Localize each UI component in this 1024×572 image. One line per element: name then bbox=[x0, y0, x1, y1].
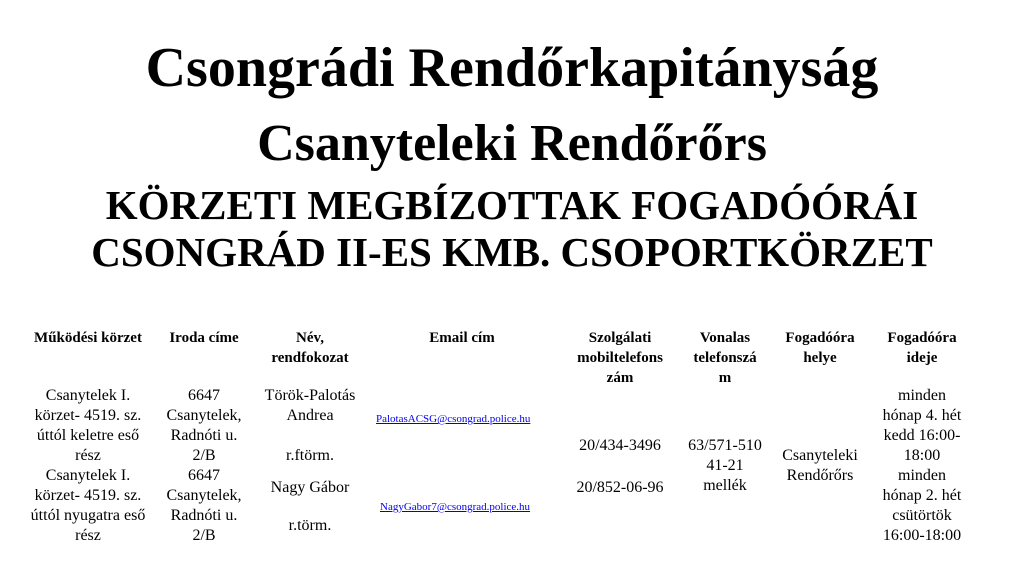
row1-name-line: Török-Palotás bbox=[264, 387, 356, 404]
row2-mobile: 20/852-06-96 bbox=[576, 479, 664, 496]
header-mobile-line: mobiltelefons bbox=[577, 350, 663, 366]
row2-time bbox=[870, 466, 974, 546]
header-landline-line: Vonalas bbox=[699, 330, 751, 346]
reception-place bbox=[772, 446, 868, 486]
row1-office-line: 2/B bbox=[192, 447, 216, 464]
row1-time-line: hónap 4. hét bbox=[882, 407, 962, 424]
landline-line: 41-21 bbox=[706, 457, 744, 474]
header-name bbox=[250, 328, 370, 368]
row1-name bbox=[250, 386, 370, 426]
row2-office-line: 2/B bbox=[192, 527, 216, 544]
header-time-line: ideje bbox=[906, 350, 938, 366]
header-time bbox=[870, 328, 974, 368]
row1-email-link[interactable]: PalotasACSG@csongrad.police.hu bbox=[376, 413, 531, 425]
title-line-3: KÖRZETI MEGBÍZOTTAK FOGADÓÓRÁI bbox=[105, 182, 919, 228]
row2-district-line: rész bbox=[75, 527, 101, 544]
row1-time-line: kedd 16:00- bbox=[883, 427, 961, 444]
header-mobile-line: zám bbox=[606, 370, 634, 386]
header-place-line: helye bbox=[803, 350, 837, 366]
header-mobile-line: Szolgálati bbox=[588, 330, 652, 346]
row1-office-line: Csanytelek, bbox=[166, 407, 242, 424]
row1-time-line: 18:00 bbox=[903, 447, 941, 464]
row1-district-line: rész bbox=[75, 447, 101, 464]
row1-rank: r.ftörm. bbox=[286, 447, 334, 464]
row2-district-line: körzet- 4519. sz. bbox=[34, 487, 142, 504]
landline-number bbox=[680, 436, 770, 496]
title-line-2: Csanyteleki Rendőrőrs bbox=[257, 115, 767, 172]
row1-name-line: Andrea bbox=[286, 407, 334, 424]
reception-place-line: Rendőrőrs bbox=[786, 467, 854, 484]
row1-district-line: körzet- 4519. sz. bbox=[34, 407, 142, 424]
header-landline-line: telefonszá bbox=[693, 350, 757, 366]
row2-office bbox=[160, 466, 248, 546]
header-place-line: Fogadóóra bbox=[785, 330, 855, 346]
row1-office-line: Radnóti u. bbox=[170, 427, 238, 444]
landline-line: mellék bbox=[703, 477, 747, 494]
row2-time-line: hónap 2. hét bbox=[882, 487, 962, 504]
row2-office-line: Radnóti u. bbox=[170, 507, 238, 524]
row1-office bbox=[160, 386, 248, 466]
row1-district bbox=[18, 386, 158, 466]
row2-name-line: Nagy Gábor bbox=[270, 479, 350, 496]
title-line-4: CSONGRÁD II-ES KMB. CSOPORTKÖRZET bbox=[91, 229, 933, 275]
row2-time-line: 16:00-18:00 bbox=[882, 527, 962, 544]
row2-email-link[interactable]: NagyGabor7@csongrad.police.hu bbox=[380, 501, 531, 513]
row2-district-line: Csanytelek I. bbox=[45, 467, 131, 484]
row1-district-line: úttól keletre eső bbox=[36, 427, 140, 444]
row1-time-line: minden bbox=[898, 387, 946, 404]
row2-office-line: 6647 bbox=[188, 467, 220, 484]
header-office: Iroda címe bbox=[169, 330, 239, 346]
row1-mobile: 20/434-3496 bbox=[579, 437, 661, 454]
title-line-1: Csongrádi Rendőrkapitányság bbox=[145, 37, 879, 99]
header-email: Email cím bbox=[429, 330, 495, 346]
row2-district-line: úttól nyugatra eső bbox=[30, 507, 146, 524]
header-district: Működési körzet bbox=[34, 330, 142, 346]
landline-line: 63/571-510 bbox=[688, 437, 762, 454]
row1-time bbox=[870, 386, 974, 466]
header-landline-line: m bbox=[718, 370, 732, 386]
row1-office-line: 6647 bbox=[188, 387, 220, 404]
reception-place-line: Csanyteleki bbox=[782, 447, 858, 464]
header-mobile bbox=[560, 328, 680, 388]
row2-rank: r.törm. bbox=[288, 517, 332, 534]
row2-district bbox=[18, 466, 158, 546]
header-name-line: rendfokozat bbox=[271, 350, 349, 366]
header-time-line: Fogadóóra bbox=[887, 330, 957, 346]
row1-district-line: Csanytelek I. bbox=[45, 387, 131, 404]
row2-name bbox=[250, 478, 370, 498]
row2-time-line: csütörtök bbox=[892, 507, 952, 524]
row2-time-line: minden bbox=[898, 467, 946, 484]
header-place bbox=[772, 328, 868, 368]
row2-office-line: Csanytelek, bbox=[166, 487, 242, 504]
header-landline bbox=[680, 328, 770, 388]
header-name-line: Név, bbox=[296, 330, 324, 346]
